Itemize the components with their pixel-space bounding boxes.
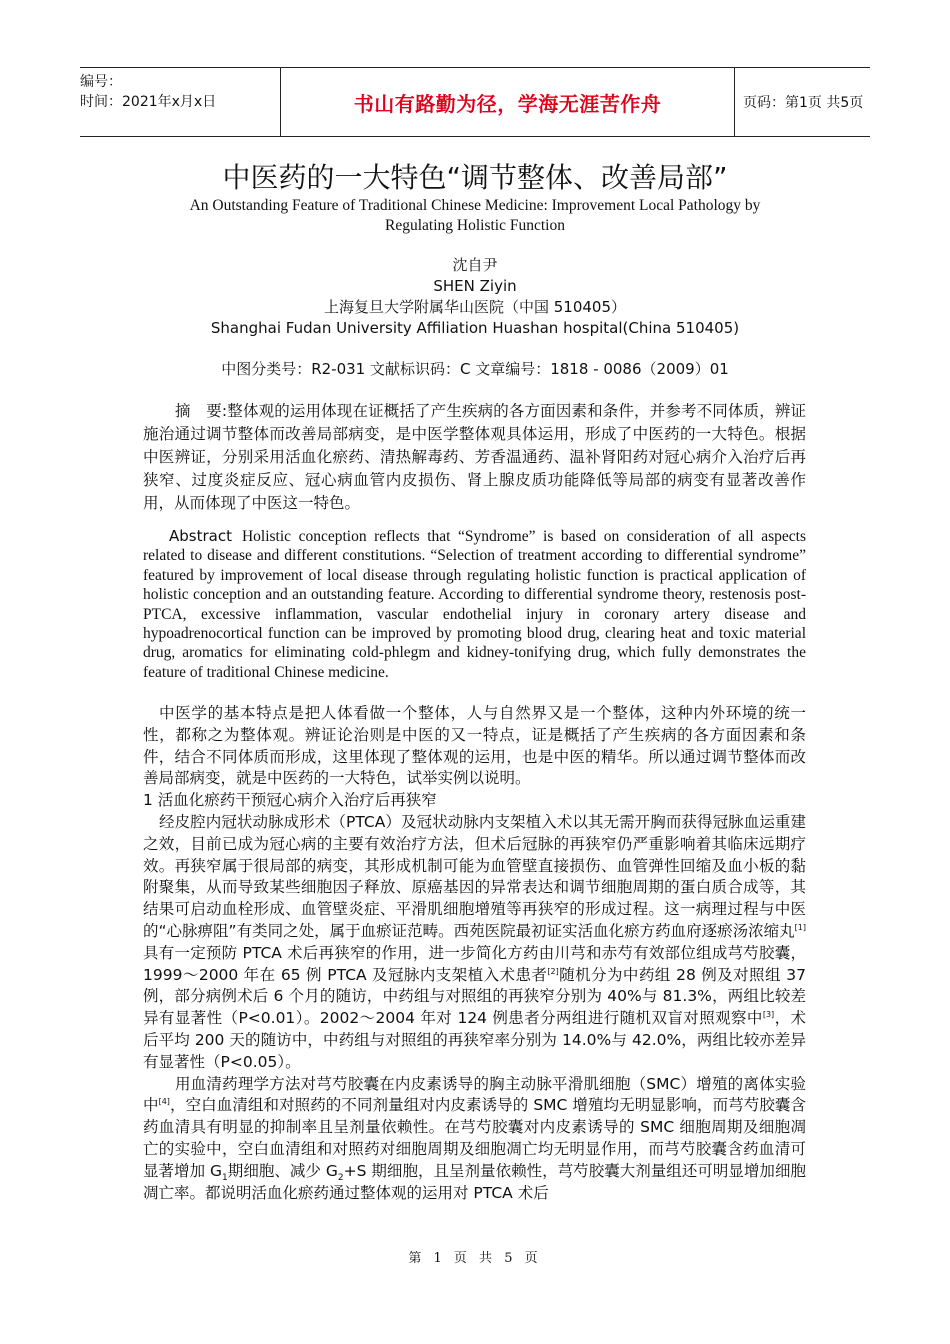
motto-text: 书山有路勤为径，学海无涯苦作舟: [353, 91, 662, 116]
paragraph-smc: [143, 1074, 806, 1205]
subscript-2: 2: [337, 1172, 344, 1183]
article-title-en: An Outstanding Feature of Traditional Chinese Medicine: Improvement Local Pathology by Regulating Holistic Function: [189, 197, 761, 234]
abstract-en: [143, 527, 806, 682]
header-meta-cell: [80, 68, 280, 136]
paragraph-ptca-part-b: 具有一定预防 PTCA 术后再狭窄的作用，进一步简化方药由川芎和赤芍有效部位组成芎芍胶囊，1999～2000 年在 65 例 PTCA 及冠脉内支架植入术患者: [143, 943, 806, 984]
citation-1: [1]: [794, 922, 806, 932]
abstract-en-label: Abstract: [169, 527, 232, 545]
affiliation-en: Shanghai Fudan University Affiliation Huashan hospital(China 510405): [210, 319, 740, 337]
page-footer: 第 1 页 共 5 页: [408, 1251, 542, 1266]
affiliation-cn: 上海复旦大学附属华山医院（中国 510405）: [323, 298, 627, 316]
body-text: [143, 703, 806, 1204]
header-table: [80, 67, 870, 137]
classification-line: 中图分类号：R2-031 文献标识码：C 文章编号：1818 - 0086（2009）01: [221, 360, 729, 378]
header-page-cell: [735, 68, 870, 136]
paragraph-ptca-part-d: ，术后平均 200 天的随访中，中药组与对照组的再狭窄率分别为 14.0%与 42.0%，两组比较亦差异有显著性（P<0.05）。: [143, 1009, 806, 1071]
time-line: 时间：2021年x月x日: [80, 94, 217, 110]
citation-3: [3]: [762, 1010, 775, 1019]
author-cn: 沈自尹: [452, 256, 498, 274]
abstract-cn: 摘 要:整体观的运用体现在证概括了产生疾病的各方面因素和条件，并参考不同体质，辨证施治通过调节整体而改善局部病变，是中医学整体观具体运用，形成了中医药的一大特色。根据中医辨证，分别采用活血化瘀药、清热解毒药、芳香温通药、温补肾阳药对冠心病介入治疗后再狭窄、过度炎症反应、冠心病血管内皮损伤、肾上腺皮质功能降低等局部的病变有显著改善作用，从而体现了中医这一特色。: [143, 402, 806, 512]
paragraph-smc-part-b: ，空白血清组和对照药的不同剂量组对内皮素诱导的 SMC 增殖均无明显影响，而芎芍胶囊含药血清具有明显的抑制率且呈剂量依赖性。在芎芍胶囊对内皮素诱导的 SMC 细胞周期及细胞凋亡的实验中，空白血清组和对照药对细胞周期及细胞凋亡均无明显作用，而芎芍胶囊含药血清可显著增加 G: [143, 1096, 806, 1180]
paragraph-ptca-part-a: 经皮腔内冠状动脉成形术（PTCA）及冠状动脉内支架植入术以其无需开胸而获得冠脉血运重建之效，目前已成为冠心病的主要有效治疗方法，但术后冠脉的再狭窄仍严重影响着其临床远期疗效。再狭窄属于很局部的病变，其形成机制可能为血管壁直接损伤、血管弹性回缩及血小板的黏附聚集，从而导致某些细胞因子释放、原癌基因的异常表达和调节细胞周期的蛋白质合成等，其结果可启动血栓形成、血管壁炎症、平滑肌细胞增殖等再狭窄的形成过程。这一病理过程与中医的“心脉痹阻”有类同之处，属于血瘀证范畴。西苑医院最初证实活血化瘀方药血府逐瘀汤浓缩丸: [143, 812, 806, 940]
abstract-en-text: Holistic conception reflects that “Syndrome” is based on consideration of all aspects related to disease and different constitutions. “Selection of treatment according to differential syndrome” featured by improvement of local disease through regulating holistic function is practical application of holistic conception and an outstanding feature. According to differential syndrome theory, restenosis post-PTCA, excessive inflammation, vascular endothelial injury in coronary artery disease and hypoadrenocortical function can be improved by promoting blood drug, clearing heat and toxic material drug, aromatics for eliminating cold-phlegm and kidney-tonifying drug, which fully demonstrates the feature of traditional Chinese medicine.: [143, 528, 806, 681]
citation-4: [4]: [158, 1097, 170, 1107]
paragraph-smc-part-a: 用血清药理学方法对芎芍胶囊在内皮素诱导的胸主动脉平滑肌细胞（SMC）增殖的离体实验中: [143, 1074, 806, 1115]
serial-label: 编号：: [80, 74, 122, 90]
article-title: 中医药的一大特色“调节整体、改善局部”: [222, 161, 728, 194]
paragraph-ptca: [143, 812, 806, 1074]
paragraph-smc-part-d: +S 期细胞，且呈剂量依赖性，芎芍胶囊大剂量组还可明显增加细胞凋亡率。都说明活血化瘀药通过整体观的运用对 PTCA 术后: [143, 1161, 806, 1202]
header-motto-cell: [280, 68, 735, 136]
section-heading: 1 活血化瘀药干预冠心病介入治疗后再狭窄: [143, 791, 437, 810]
page-info: 页码：第1页 共5页: [743, 95, 864, 111]
paragraph-smc-part-c: 期细胞、减少 G: [227, 1161, 338, 1180]
author-en: SHEN Ziyin: [433, 277, 517, 295]
paragraph-ptca-part-c: 随机分为中药组 28 例及对照组 37 例，部分病例术后 6 个月的随访，中药组与对照组的再狭窄分别为 40%与 81.3%，两组比较差异有显著性（P<0.01）。2002～2004 年对 124 例患者分两组进行随机双盲对照观察中: [143, 965, 806, 1028]
intro-paragraph: 中医学的基本特点是把人体看做一个整体，人与自然界又是一个整体，这种内外环境的统一性，都称之为整体观。辨证论治则是中医的又一特点，证是概括了产生疾病的各方面因素和条件，结合不同体质而形成，这里体现了整体观的运用，也是中医的精华。所以通过调节整体而改善局部病变，就是中医药的一大特色，试举实例以说明。: [143, 704, 806, 788]
citation-2: [2]: [547, 966, 559, 976]
subscript-1: 1: [222, 1172, 228, 1183]
